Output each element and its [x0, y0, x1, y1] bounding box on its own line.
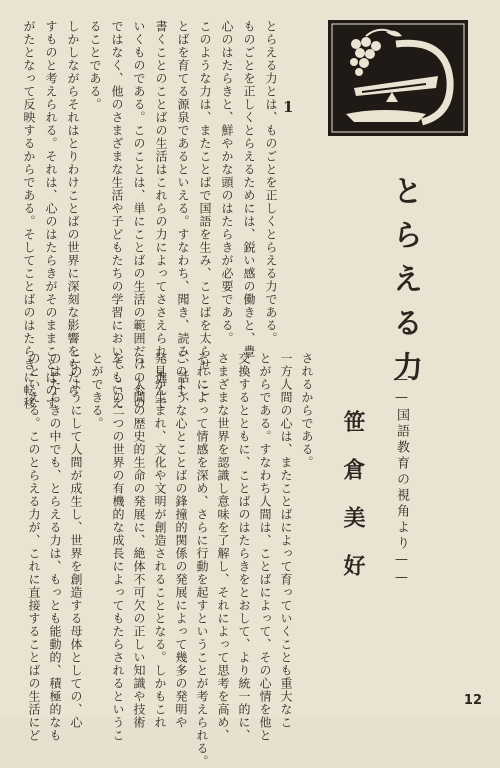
lower-body-line: のといえる。このとらえる力が、これに直接することばの生活にど — [27, 352, 41, 742]
upper-body-line: 心のはたらきと、鮮やかな頭のはたらきが必要である。 — [220, 20, 234, 345]
upper-body-line: がたとなって反映するからである。そしてことばのはたらきに転移 — [22, 20, 36, 410]
section-number: 1 — [283, 98, 294, 116]
lower-body-line: とができる。 — [90, 352, 104, 430]
lower-body-line: 一方人間の心は、またことばによって育っていくことも重大なこ — [279, 352, 293, 729]
upper-body-line: ることである。 — [88, 20, 102, 111]
upper-body-line: すものと考えられる。それは、心のはたらきがそのままことばのす — [44, 20, 58, 410]
upper-body-line: ではなく、他のさまざまな生活や子どもたちの学習においてもいえ — [110, 20, 124, 410]
upper-body-line: 書くことのことばの生活はこれらの力によってささえられ、進んで — [154, 20, 168, 410]
upper-body-line: このような力は、またことばで国語を生み、ことばを太らせ、こ — [198, 20, 212, 397]
author-name: 笹倉美好 — [340, 410, 366, 602]
lower-body-line: とがらである。すなわち人間は、ことばによって、その心情を他と — [258, 352, 272, 742]
upper-body-line: ものごとを正しくとらえるためには、鋭い感の働きと、豊 — [242, 20, 256, 358]
lower-body-line: のはたらきの中でも、とらえる力は、もっとも能動的、積極的なも — [48, 352, 62, 742]
woodcut-illustration-icon — [326, 18, 470, 138]
upper-body-line: いくものである。このことは、単にことばの生活の範囲だけのもの — [132, 20, 146, 410]
article-title: とらえる力 — [387, 175, 422, 395]
upper-body-line: しかしながらそれはとりわけことばの世界に深刻な影響をもたら — [66, 20, 80, 397]
lower-body-line: さまざまな世界を認識し意味を了解し、それによって思考を高め、 — [216, 352, 230, 742]
page-number: 12 — [463, 693, 482, 708]
lower-body-line: それによって情感を深め、さらに行動を起すということが考えられる。 — [195, 352, 209, 768]
lower-body-line: 発見が生まれ、文化や文明が創造されることとなる。しかもこれ — [153, 352, 167, 729]
lower-body-line: このような心とことばの鋒撞的関係の発展によって幾多の発明や — [174, 352, 188, 729]
article-subtitle: ——国語教育の視角より—— — [394, 372, 409, 588]
lower-body-line: このようにして人間が成生し、世界を創造する母体としての、心 — [69, 352, 83, 729]
upper-body-line: とらえる力とは、ものごとを正しくとらえる力である。 — [264, 20, 278, 345]
lower-body-line: 交換するとともに、ことばのはたらきをとおして、より統一的に、 — [237, 352, 251, 742]
lower-body-line: されるからである。 — [300, 352, 314, 469]
lower-body-line: を、この二つの世界の有機的な成長によってもたらされるというこ — [111, 352, 125, 742]
upper-body-line: とばを育てる源泉であるといえる。すなわち、聞き、読み、話し、 — [176, 20, 190, 410]
lower-body-line: ら、人間の歴史的生命の発展に、絶体不可欠の正しい知識や技術 — [132, 352, 146, 729]
